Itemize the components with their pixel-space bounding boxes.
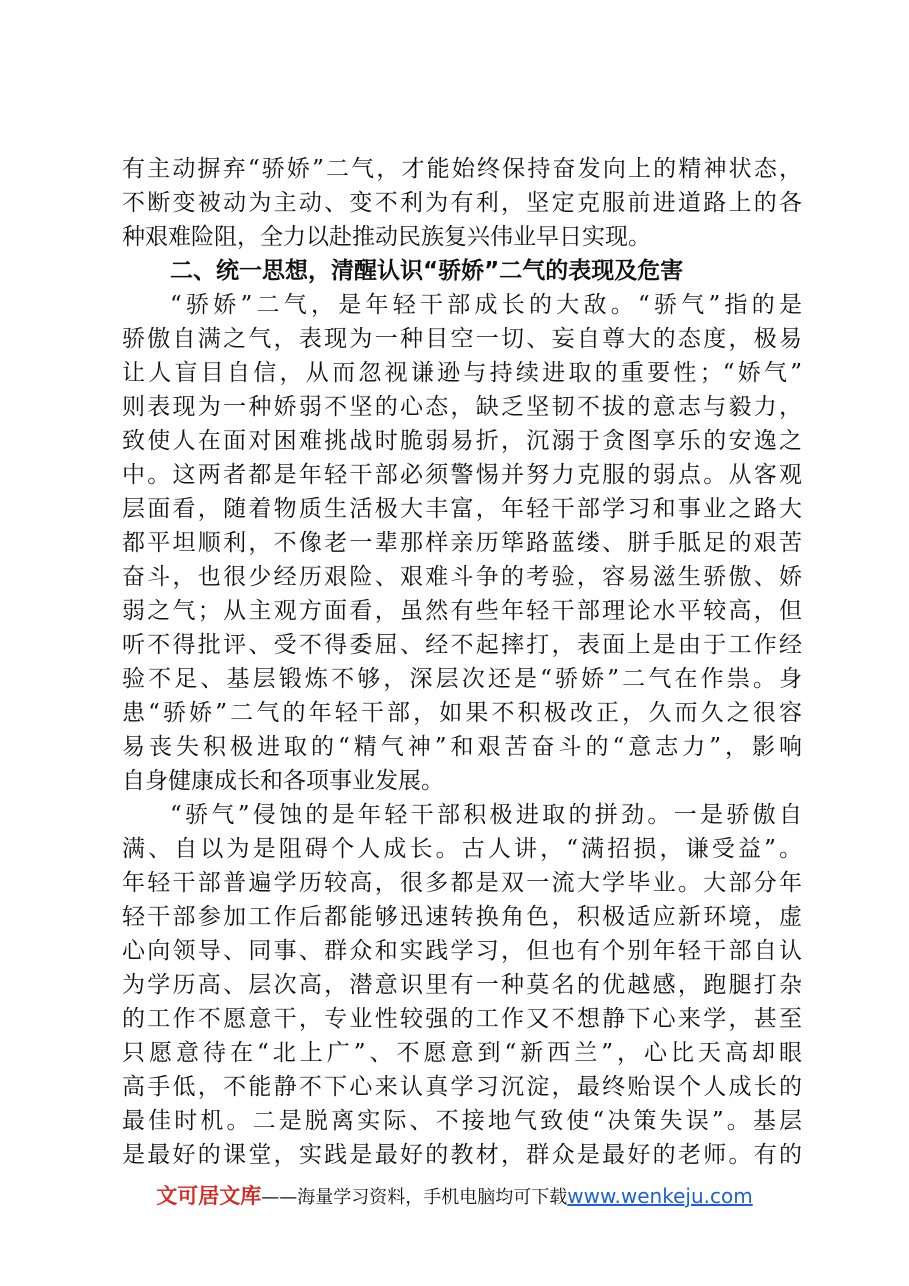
paragraph-line: 易丧失积极进取的“精气神”和艰苦奋斗的“意志力”，影响 [122, 734, 802, 760]
paragraph-line: 是最好的课堂，实践是最好的教材，群众是最好的老师。有的 [122, 1142, 802, 1168]
paragraph-line: “骄气”侵蚀的是年轻干部积极进取的拼劲。一是骄傲自 [170, 802, 802, 828]
text-line: 不断变被动为主动、变不利为有利，坚定克服前进道路上的各 [122, 190, 802, 216]
paragraph-line: 心向领导、同事、群众和实践学习，但也有个别年轻干部自认 [122, 938, 802, 964]
paragraph-line: 高手低，不能静不下心来认真学习沉淀，最终贻误个人成长的 [122, 1074, 802, 1100]
paragraph-line: 都平坦顺利，不像老一辈那样亲历筚路蓝缕、胼手胝足的艰苦 [122, 530, 802, 556]
footer-tagline: ——海量学习资料，手机电脑均可下载 [261, 1187, 568, 1208]
section-heading: 二、统一思想，清醒认识“骄娇”二气的表现及危害 [170, 258, 684, 284]
paragraph-line: 满、自以为是阻碍个人成长。古人讲，“满招损，谦受益”。 [122, 836, 802, 862]
paragraph-line: 层面看，随着物质生活极大丰富，年轻干部学习和事业之路大 [122, 496, 802, 522]
paragraph-line: 骄傲自满之气，表现为一种目空一切、妄自尊大的态度，极易 [122, 326, 802, 352]
footer-banner [0, 1180, 909, 1212]
paragraph-line: 年轻干部普遍学历较高，很多都是双一流大学毕业。大部分年 [122, 870, 802, 896]
paragraph-line: 让人盲目自信，从而忽视谦逊与持续进取的重要性；“娇气” [122, 360, 802, 386]
paragraph-line: 的工作不愿意干，专业性较强的工作又不想静下心来学，甚至 [122, 1006, 802, 1032]
paragraph-line: 只愿意待在“北上广”、不愿意到“新西兰”，心比天高却眼 [122, 1040, 802, 1066]
paragraph-line: 听不得批评、受不得委屈、经不起摔打，表面上是由于工作经 [122, 632, 802, 658]
paragraph-line: 弱之气；从主观方面看，虽然有些年轻干部理论水平较高，但 [122, 598, 802, 624]
paragraph-line: “骄娇”二气，是年轻干部成长的大敌。“骄气”指的是 [170, 292, 802, 318]
footer-brand: 文可居文库 [156, 1184, 262, 1208]
paragraph-line: 自身健康成长和各项事业发展。 [122, 768, 444, 794]
paragraph-line: 则表现为一种娇弱不坚的心态，缺乏坚韧不拔的意志与毅力， [122, 394, 802, 420]
paragraph-line: 患“骄娇”二气的年轻干部，如果不积极改正，久而久之很容 [122, 700, 802, 726]
paragraph-line: 为学历高、层次高，潜意识里有一种莫名的优越感，跑腿打杂 [122, 972, 802, 998]
footer-url-link[interactable]: www.wenkeju.com [567, 1184, 753, 1208]
text-line: 种艰难险阻，全力以赴推动民族复兴伟业早日实现。 [122, 224, 651, 250]
paragraph-line: 致使人在面对困难挑战时脆弱易折，沉溺于贪图享乐的安逸之 [122, 428, 802, 454]
paragraph-line: 奋斗，也很少经历艰险、艰难斗争的考验，容易滋生骄傲、娇 [122, 564, 802, 590]
paragraph-line: 轻干部参加工作后都能够迅速转换角色，积极适应新环境，虚 [122, 904, 802, 930]
text-line: 有主动摒弃“骄娇”二气，才能始终保持奋发向上的精神状态， [122, 156, 802, 182]
paragraph-line: 中。这两者都是年轻干部必须警惕并努力克服的弱点。从客观 [122, 462, 802, 488]
paragraph-line: 最佳时机。二是脱离实际、不接地气致使“决策失误”。基层 [122, 1108, 802, 1134]
paragraph-line: 验不足、基层锻炼不够，深层次还是“骄娇”二气在作祟。身 [122, 666, 802, 692]
